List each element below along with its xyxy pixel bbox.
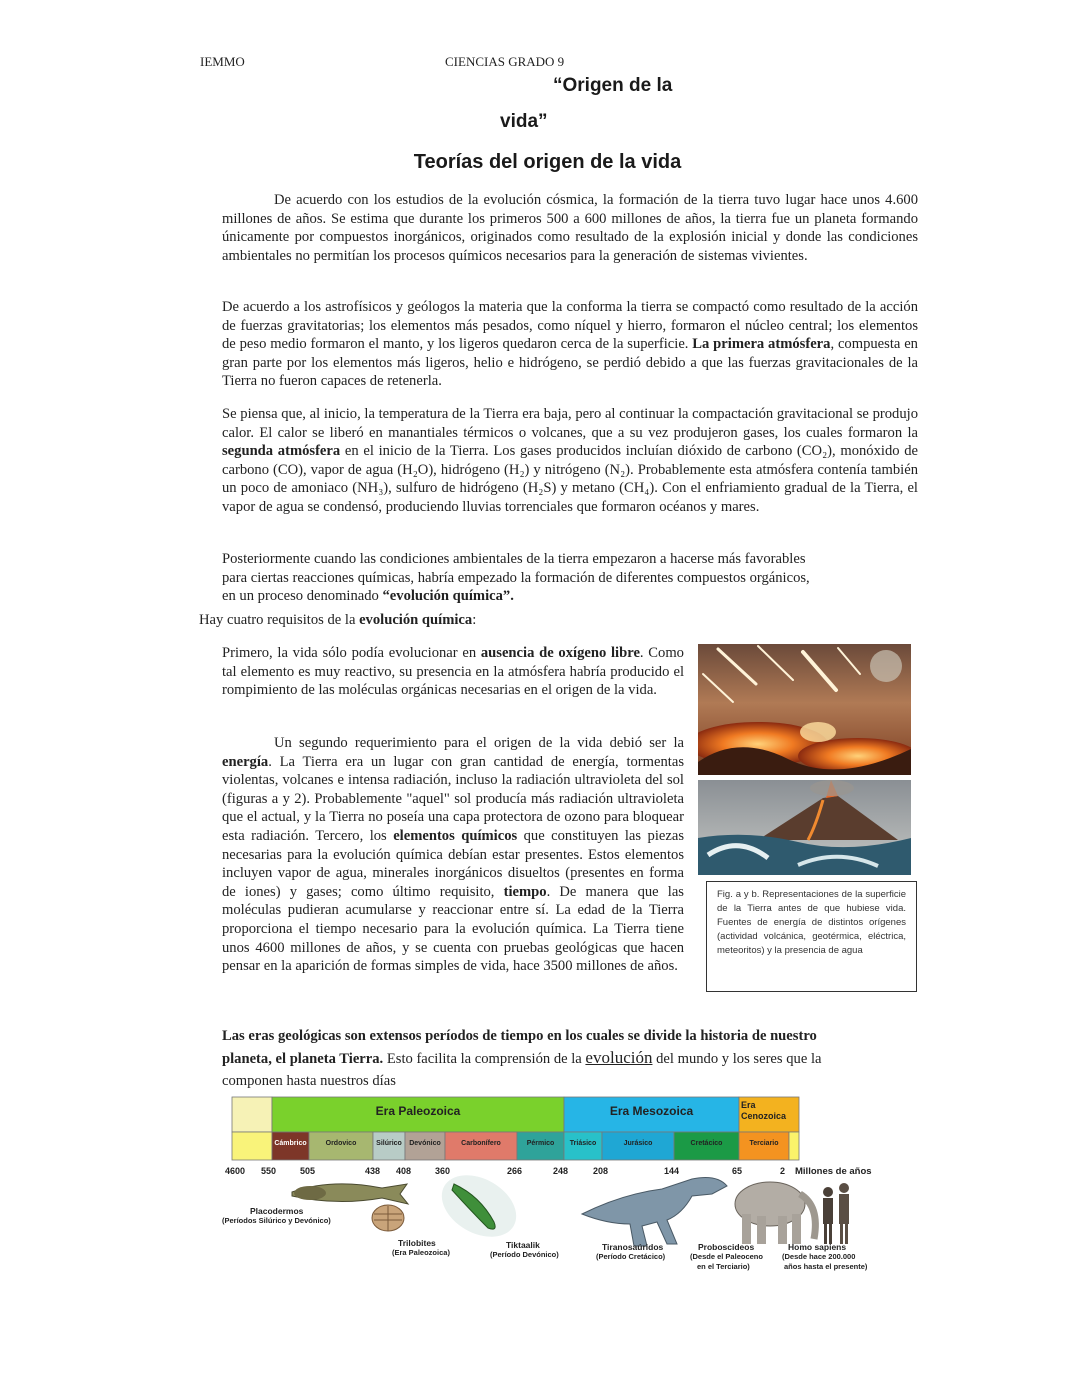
age-tick: 266 [507, 1166, 523, 1176]
age-tick: 4600 [225, 1166, 246, 1176]
p3-text-c: en el inicio de la Tierra. Los gases producidos incluían dióxido de carbono (CO₂), monóxido de carbono (CO), vapor de agua (H₂O), hidrógeno (H₂) y nitrógeno (N₂). Probablemente esta atmósfera contenía también un poco de amoniaco (NH₃), sulfuro de hidrógeno (H₂S) y metano (CH₄). Con el enfriamiento gradual de la Tierra, el vapor de agua se condensó, produciendo lluvias torrenciales que formaron océanos y mares. [222, 443, 918, 515]
era-cenozoica-label: Era Cenozoica [741, 1100, 787, 1121]
document-title-line1: “Origen de la [553, 75, 673, 96]
age-tick: 438 [365, 1166, 381, 1176]
period-devonico: Devónico [409, 1140, 441, 1147]
tyrannosaurus-illustration [582, 1178, 727, 1246]
period-cambrico: Cámbrico [274, 1140, 307, 1147]
age-tick: 408 [396, 1166, 412, 1176]
era-mesozoica-label: Era Mesozoica [609, 1104, 694, 1118]
tiranosauridos-period: (Período Cretácico) [596, 1252, 666, 1261]
figure-caption: Fig. a y b. Representaciones de la superficie de la Tierra antes de que hubiese vida. Fuentes de energía de distintos orígenes (actividad volcánica, geotérmica, eléctrica, meteoritos) y la presencia de agua [706, 881, 917, 992]
proboscideos-label: Proboscideos [698, 1242, 755, 1252]
p5-text-a: Hay cuatro requisitos de la [199, 612, 360, 628]
p8-text-d: del mundo y los seres que la componen hasta nuestros días [222, 1051, 822, 1089]
homo-sapiens-period-2: años hasta el presente) [784, 1262, 868, 1271]
p3-bold-segunda-atmosfera: segunda atmósfera [222, 443, 341, 460]
period-jurasico: Jurásico [623, 1140, 653, 1147]
evolucion-link[interactable]: evolución [585, 1048, 653, 1067]
trilobites-label: Trilobites [398, 1238, 436, 1248]
p7-bold-elementos: elementos químicos [393, 827, 518, 844]
figure-a-meteor-image [698, 644, 911, 775]
p8-text-b: Esto facilita la comprensión de la [383, 1051, 586, 1067]
trilobite-illustration [372, 1205, 404, 1231]
period-terciario: Terciario [749, 1140, 779, 1147]
tiktaalik-period: (Período Devónico) [490, 1250, 559, 1259]
p2-bold-primera-atmosfera: La primera atmósfera [692, 336, 831, 353]
p7-text-a: Un segundo requerimiento para el origen de la vida debió ser la [274, 735, 684, 751]
placodermos-label: Placodermos [250, 1206, 304, 1216]
p5-bold: evolución química [359, 612, 473, 628]
proboscideos-period-2: en el Terciario) [697, 1262, 750, 1271]
placodermo-illustration [292, 1184, 408, 1204]
p5-text-c: : [472, 612, 477, 628]
geologic-timeline-figure [222, 1094, 902, 1284]
age-tick: 144 [664, 1166, 680, 1176]
placodermos-period: (Períodos Silúrico y Devónico) [222, 1216, 331, 1225]
age-tick: 2 [780, 1166, 786, 1176]
paragraph-7 [222, 734, 684, 976]
p6-text-c: . Como tal elemento es muy reactivo, su presencia en la atmósfera habría producido el rompimiento de las moléculas orgánicas necesarias en el origen de la vida. [222, 645, 684, 699]
period-silurico: Silúrico [376, 1140, 402, 1147]
p7-text-c: . La Tierra era un lugar con gran cantidad de energía, tormentas violentas, volcanes e intensa radiación, incluso la radiación ultravioleta del sol (figuras a y 2). Probablemente "aquel" sol producía más radiación ultravioleta que el actual, y la Tierra no poseía una capa protectora de ozono para bloquear esta radiación. Tercero, los [222, 753, 684, 844]
paragraph-3 [222, 405, 918, 517]
trilobites-period: (Era Paleozoica) [392, 1248, 450, 1257]
section-heading: Teorías del origen de la vida [413, 151, 682, 173]
p2-text-a: De acuerdo a los astrofísicos y geólogos la materia que la conforma la tierra se compactó como resultado de la acción de fuerzas gravitatorias; los elementos más pesados, como níquel y hierro, formaron el núcleo central; los elementos de peso medio formaron el manto, y los ligeros quedaron cerca de la superficie. [222, 299, 918, 353]
p8-bold-eras: Las eras geológicas son extensos períodos de tiempo en los cuales se divide la historia de nuestro planeta, el planeta Tierra. [222, 1028, 817, 1067]
p3-text-a: Se piensa que, al inicio, la temperatura de la Tierra era baja, pero al continuar la compactación gravitacional se produjo calor. El calor se liberó en manantiales térmicos o volcanes, que a su vez produjeron gases, los cuales formaron la [222, 406, 918, 441]
paragraph-1: De acuerdo con los estudios de la evolución cósmica, la formación de la tierra tuvo lugar hace unos 4.600 millones de años. Se estima que durante los primeros 500 a 600 millones de años, la tierra fue un planeta formando únicamente por compuestos inorgánicos, originados como resultado de la explosión inicial y donde las condiciones ambientales no permitían los procesos químicos necesarios para la generación de sistemas vivientes. [222, 192, 918, 264]
period-carbonifero: Carbonífero [461, 1140, 501, 1147]
paragraph-6 [222, 644, 684, 700]
paragraph-5 [199, 611, 799, 630]
subject-grade: CIENCIAS GRADO 9 [445, 54, 565, 69]
age-tick: 505 [300, 1166, 316, 1176]
p6-bold: ausencia de oxígeno libre [480, 645, 640, 661]
p7-text-g: . De manera que las moléculas pudieran acumularse y reaccionar entre sí. La edad de la Tierra proporciona el tiempo necesario para la evolución química. La Tierra tiene unos 4600 millones de años, y se cuenta con pruebas geológicas que hacen pensar en la aparición de formas simples de vida, hace 3500 millones de años. [222, 883, 684, 975]
proboscideos-period-1: (Desde el Paleoceno [690, 1252, 763, 1261]
homo-sapiens-illustration [823, 1183, 849, 1244]
paragraph-2 [222, 298, 918, 391]
period-triasico: Triásico [569, 1140, 597, 1147]
homo-sapiens-period-1: (Desde hace 200.000 [782, 1252, 856, 1261]
proboscidean-illustration [735, 1182, 815, 1244]
ages-unit-label: Millones de años [795, 1166, 872, 1177]
age-tick: 360 [435, 1166, 451, 1176]
age-tick: 65 [732, 1166, 743, 1176]
era-paleozoica-label: Era Paleozoica [375, 1104, 461, 1118]
paragraph-8 [222, 1025, 822, 1092]
p4-bold-evolucion-quimica: “evolución química”. [382, 588, 514, 605]
p6-text-a: Primero, la vida sólo podía evolucionar en [222, 645, 481, 661]
period-cretacico: Cretácico [690, 1140, 723, 1147]
period-ordovico: Ordovico [325, 1140, 357, 1147]
p7-text-e: que constituyen las piezas necesarias para la evolución química debían estar presentes. Estos elementos incluyen vapor de agua, minerales inorgánicos disueltos (presentes en forma de iones) y gases; como último requisito, [222, 827, 685, 900]
homo-sapiens-label: Homo sapiens [788, 1242, 847, 1252]
age-tick: 248 [553, 1166, 569, 1176]
figure-b-volcano-image [698, 780, 911, 875]
age-tick: 208 [593, 1166, 609, 1176]
p4-text-a: Posteriormente cuando las condiciones ambientales de la tierra empezaron a hacerse más favorables para ciertas reacciones químicas, habría empezado la formación de diferentes compuestos orgánicos, en un proceso denominado [222, 551, 810, 605]
p2-text-c: , compuesta en gran parte por los elementos más ligeros, helio e hidrógeno, se perdió debido a que las fuerzas gravitacionales de la Tierra no fueron capaces de retenerla. [222, 336, 918, 390]
school-name: IEMMO [200, 54, 245, 69]
tiranosauridos-label: Tiranosaúridos [602, 1242, 664, 1252]
period-permico: Pérmico [526, 1140, 555, 1147]
paragraph-4 [222, 550, 820, 606]
p7-bold-energia: energía [222, 753, 269, 770]
age-tick: 550 [261, 1166, 277, 1176]
p7-bold-tiempo: tiempo [503, 883, 547, 900]
tiktaalik-label: Tiktaalik [506, 1240, 540, 1250]
document-title-line2: vida” [500, 111, 548, 132]
